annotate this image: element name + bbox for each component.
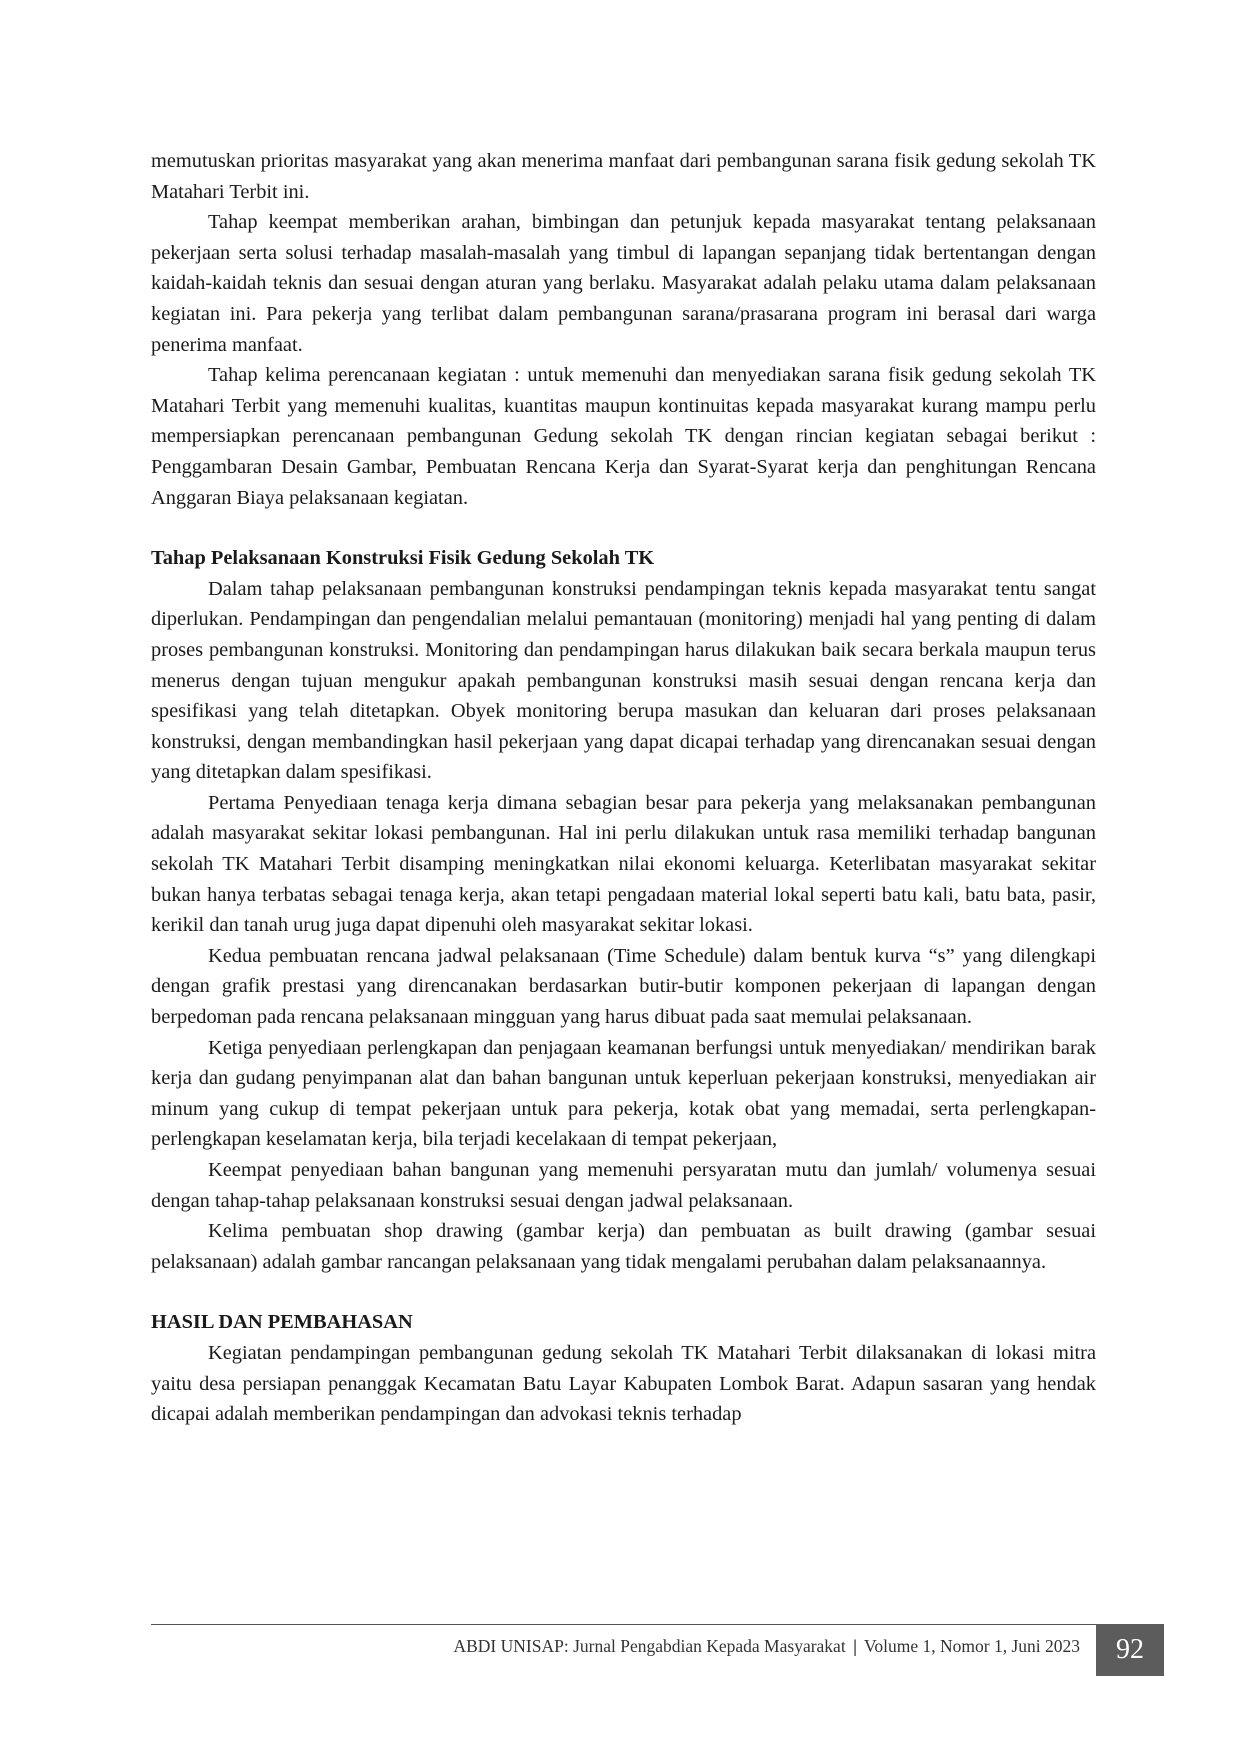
footer-separator: | xyxy=(853,1636,857,1656)
section-gap xyxy=(151,513,1096,543)
page-body xyxy=(151,146,1096,1430)
body-paragraph: Kedua pembuatan rencana jadwal pelaksanaan (Time Schedule) dalam bentuk kurva “s” yang dilengkapi dengan grafik prestasi yang direncanakan berdasarkan butir-butir komponen pekerjaan di lapangan dengan berpedoman pada rencana pelaksanaan mingguan yang harus dibuat pada saat memulai pelaksanaan. xyxy=(151,944,1096,1029)
page-number: 92 xyxy=(1116,1634,1144,1665)
footer-journal-name: ABDI UNISAP: Jurnal Pengabdian Kepada Masyarakat xyxy=(453,1636,846,1656)
body-paragraph: Ketiga penyediaan perlengkapan dan penjagaan keamanan berfungsi untuk menyediakan/ mendirikan barak kerja dan gudang penyimpanan alat dan bahan bangunan untuk keperluan pekerjaan konstruksi, menyediakan air minum yang cukup di tempat pekerjaan untuk para pekerja, kotak obat yang memadai, serta perlengkapan-perlengkapan keselamatan kerja, bila terjadi kecelakaan di tempat pekerjaan, xyxy=(151,1036,1096,1151)
body-paragraph: Kelima pembuatan shop drawing (gambar kerja) dan pembuatan as built drawing (gambar sesuai pelaksanaan) adalah gambar rancangan pelaksanaan yang tidak mengalami perubahan dalam pelaksanaannya. xyxy=(151,1220,1096,1273)
body-paragraph: Kegiatan pendampingan pembangunan gedung sekolah TK Matahari Terbit dilaksanakan di lokasi mitra yaitu desa persiapan penanggak Kecamatan Batu Layar Kabupaten Lombok Barat. Adapun sasaran yang hendak dicapai adalah memberikan pendampingan dan advokasi teknis terhadap xyxy=(151,1341,1096,1426)
section-gap xyxy=(151,1277,1096,1307)
footer-volume: Volume 1, Nomor 1, Juni 2023 xyxy=(864,1636,1080,1656)
body-paragraph: Dalam tahap pelaksanaan pembangunan konstruksi pendampingan teknis kepada masyarakat tentu sangat diperlukan. Pendampingan dan pengendalian melalui pemantauan (monitoring) menjadi hal yang penting di dalam proses pembangunan konstruksi. Monitoring dan pendampingan harus dilakukan baik secara berkala maupun terus menerus dengan tujuan mengukur apakah pembangunan konstruksi masih sesuai dengan rencana kerja dan spesifikasi yang telah ditetapkan. Obyek monitoring berupa masukan dan keluaran dari proses pelaksanaan konstruksi, dengan membandingkan hasil pekerjaan yang dapat dicapai terhadap yang direncanakan sesuai dengan yang ditetapkan dalam spesifikasi. xyxy=(151,577,1096,784)
section-heading: Tahap Pelaksanaan Konstruksi Fisik Gedung Sekolah TK xyxy=(151,547,655,570)
page-number-box xyxy=(1096,1624,1164,1676)
body-paragraph: Tahap keempat memberikan arahan, bimbingan dan petunjuk kepada masyarakat tentang pelaksanaan pekerjaan serta solusi terhadap masalah-masalah yang timbul di lapangan sepanjang tidak bertentangan dengan kaidah-kaidah teknis dan sesuai dengan aturan yang berlaku. Masyarakat adalah pelaku utama dalam pelaksanaan kegiatan ini. Para pekerja yang terlibat dalam pembangunan sarana/prasarana program ini berasal dari warga penerima manfaat. xyxy=(151,211,1096,356)
body-paragraph: Keempat penyediaan bahan bangunan yang memenuhi persyaratan mutu dan jumlah/ volumenya sesuai dengan tahap-tahap pelaksanaan konstruksi sesuai dengan jadwal pelaksanaan. xyxy=(151,1159,1096,1212)
section-results xyxy=(151,1307,1096,1429)
footer-rule xyxy=(151,1624,1096,1625)
body-paragraph: memutuskan prioritas masyarakat yang akan menerima manfaat dari pembangunan sarana fisik gedung sekolah TK Matahari Terbit ini. xyxy=(151,150,1096,203)
body-paragraph: Pertama Penyediaan tenaga kerja dimana sebagian besar para pekerja yang melaksanakan pembangunan adalah masyarakat sekitar lokasi pembangunan. Hal ini perlu dilakukan untuk rasa memiliki terhadap bangunan sekolah TK Matahari Terbit disamping meningkatkan nilai ekonomi keluarga. Keterlibatan masyarakat sekitar bukan hanya terbatas sebagai tenaga kerja, akan tetapi pengadaan material lokal seperti batu kali, batu bata, pasir, kerikil dan tanah urug juga dapat dipenuhi oleh masyarakat sekitar lokasi. xyxy=(151,791,1096,937)
section-construction xyxy=(151,543,1096,1277)
body-paragraph: Tahap kelima perencanaan kegiatan : untuk memenuhi dan menyediakan sarana fisik gedung sekolah TK Matahari Terbit yang memenuhi kualitas, kuantitas maupun kontinuitas kepada masyarakat kurang mampu perlu mempersiapkan perencanaan pembangunan Gedung sekolah TK dengan rincian kegiatan sebagai berikut : Penggambaran Desain Gambar, Pembuatan Rencana Kerja dan Syarat-Syarat kerja dan penghitungan Rencana Anggaran Biaya pelaksanaan kegiatan. xyxy=(151,364,1096,509)
section-heading: HASIL DAN PEMBAHASAN xyxy=(151,1311,413,1334)
footer-citation xyxy=(453,1634,1080,1658)
